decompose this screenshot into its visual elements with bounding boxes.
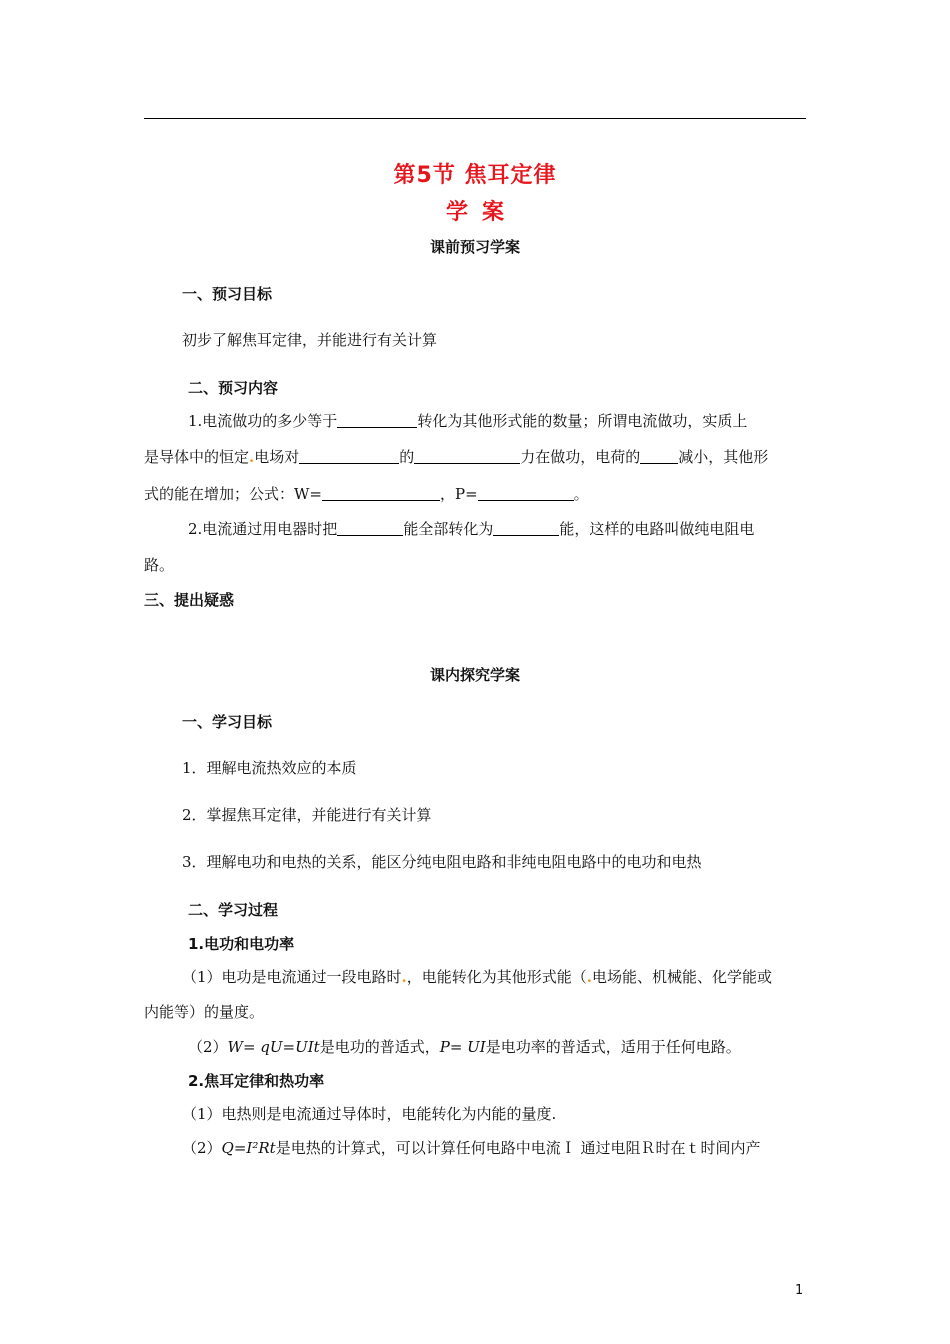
preview-item1-line1: 1.电流做功的多少等于 转化为其他形式能的数量；所谓电流做功，实质上 xyxy=(188,412,748,430)
formula-heat: Q=I²Rt xyxy=(221,1139,276,1157)
fill-blank xyxy=(640,447,678,464)
preview-item2-line2: 路。 xyxy=(144,556,175,574)
preview-item1-line3: 式的能在增加；公式：W= ，P= 。 xyxy=(144,485,589,503)
preview-content-heading: 二、预习内容 xyxy=(188,379,279,397)
preview-item2-line1: 2.电流通过用电器时把 能全部转化为 能，这样的电路叫做纯电阻电 xyxy=(188,520,755,538)
section2-para2: （2）Q=I²Rt是电热的计算式，可以计算任何电路中电流Ｉ 通过电阻Ｒ时在ｔ时间内产 xyxy=(182,1139,761,1157)
header-rule xyxy=(144,118,806,119)
formula-work: W= qU=UIt xyxy=(227,1038,320,1056)
preview-goal-heading: 一、预习目标 xyxy=(182,285,273,303)
mark-dot: . xyxy=(586,968,593,986)
page-subtitle: 学案 xyxy=(445,200,518,225)
fill-blank xyxy=(337,411,417,428)
section1-heading: 1.电功和电功率 xyxy=(188,935,295,953)
preview-item1-line2: 是导体中的恒定.电场对 的 力在做功，电荷的 减小，其他形 xyxy=(144,448,769,466)
fill-blank xyxy=(414,447,520,464)
section2-heading: 2.焦耳定律和热功率 xyxy=(188,1072,325,1090)
section2-para1: （1）电热则是电流通过导体时，电能转化为内能的量度. xyxy=(182,1105,557,1123)
section1-para2: （2）W= qU=UIt是电功的普适式，P= UI是电功率的普适式，适用于任何电路。 xyxy=(188,1038,741,1056)
in-class-heading: 课内探究学案 xyxy=(429,666,520,684)
mark-dot: . xyxy=(401,968,407,986)
page-number: 1 xyxy=(795,1283,804,1298)
process-heading: 二、学习过程 xyxy=(188,901,279,919)
section1-para1-line1: （1）电功是电流通过一段电路时.，电能转化为其他形式能（.电场能、机械能、化学能或 xyxy=(182,968,773,986)
pre-class-heading: 课前预习学案 xyxy=(429,238,520,256)
learning-goal-2: 2．掌握焦耳定律，并能进行有关计算 xyxy=(182,806,432,824)
formula-power: P= UI xyxy=(439,1038,486,1056)
preview-goal-text: 初步了解焦耳定律，并能进行有关计算 xyxy=(182,331,438,349)
mark-dot: . xyxy=(249,448,255,466)
learning-goal-heading: 一、学习目标 xyxy=(182,713,273,731)
section1-para1-line2: 内能等）的量度。 xyxy=(144,1003,265,1021)
fill-blank xyxy=(299,447,399,464)
learning-goal-1: 1．理解电流热效应的本质 xyxy=(182,759,357,777)
fill-blank xyxy=(493,519,559,536)
fill-blank xyxy=(478,484,574,501)
doubt-heading: 三、提出疑惑 xyxy=(144,591,235,609)
fill-blank xyxy=(322,484,440,501)
page-title: 第5节 焦耳定律 xyxy=(393,163,557,188)
fill-blank xyxy=(337,519,403,536)
learning-goal-3: 3．理解电功和电热的关系，能区分纯电阻电路和非纯电阻电路中的电功和电热 xyxy=(182,853,702,871)
